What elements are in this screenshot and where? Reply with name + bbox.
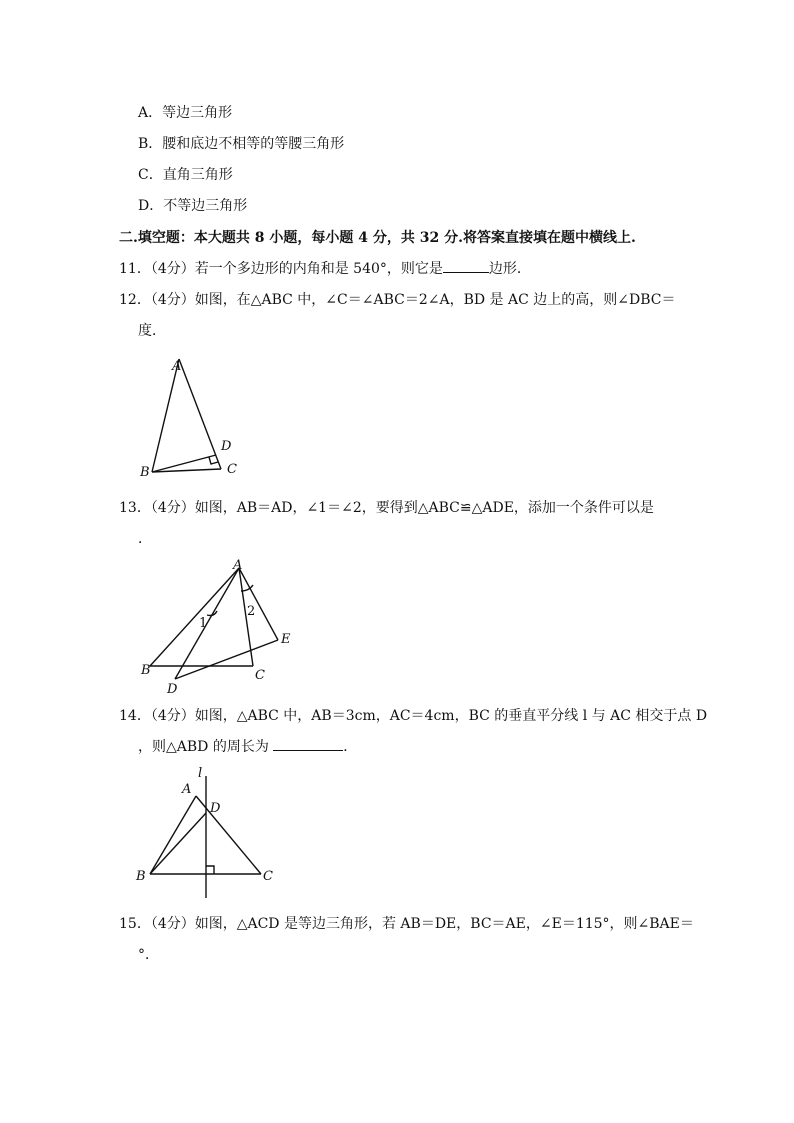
answer-blank-14 — [273, 738, 343, 751]
label-c: C — [227, 462, 237, 477]
question-11 — [119, 260, 531, 278]
question-11-text: 11．（4分）若一个多边形的内角和是 540°，则它是 — [119, 261, 443, 277]
label-d: D — [210, 801, 221, 816]
figure-q14 — [130, 762, 285, 902]
segment-ab — [150, 796, 196, 874]
label-c: C — [255, 668, 265, 683]
label-angle-2: 2 — [247, 604, 256, 619]
section-heading: 二.填空题：本大题共 8 小题，每小题 4 分，共 32 分.将答案直接填在题中横线上. — [119, 230, 636, 246]
question-14-line2 — [138, 738, 357, 756]
segment-ae — [239, 568, 278, 640]
label-b: B — [136, 869, 146, 884]
question-13-line2: ． — [138, 531, 152, 547]
question-13-line1: 13．（4分）如图，AB＝AD，∠1＝∠2，要得到△ABC≌△ADE，添加一个条件可以是 — [119, 500, 654, 516]
label-e: E — [281, 632, 291, 647]
question-14-suffix: ． — [343, 739, 358, 755]
label-l: l — [198, 766, 203, 781]
answer-blank-11 — [443, 260, 489, 273]
label-a: A — [182, 782, 192, 797]
question-12-line1: 12．（4分）如图，在△ABC 中，∠C＝∠ABC＝2∠A，BD 是 AC 边上的高，则∠DBC＝ — [119, 292, 676, 308]
question-15-line1: 15．（4分）如图，△ACD 是等边三角形，若 AB＝DE，BC＝AE，∠E＝115°，则∠BAE＝ — [119, 916, 694, 932]
question-12-line2: 度． — [138, 323, 166, 339]
right-angle-mark — [206, 866, 214, 874]
option-d: D．不等边三角形 — [138, 198, 248, 214]
question-14-line1: 14．（4分）如图，△ABC 中，AB＝3cm，AC＝4cm，BC 的垂直平分线 l 与 AC 相交于点 D — [119, 708, 708, 724]
label-angle-1: 1 — [199, 616, 208, 631]
question-15-line2: °． — [138, 947, 159, 963]
figure-q12 — [130, 350, 250, 480]
label-b: B — [141, 663, 151, 678]
segment-ac — [179, 359, 221, 469]
segment-ab — [150, 568, 239, 666]
label-b: B — [140, 465, 150, 480]
label-a: A — [233, 558, 243, 573]
figure-q13 — [135, 555, 305, 700]
option-c: C．直角三角形 — [138, 167, 233, 183]
option-a: A．等边三角形 — [138, 105, 233, 121]
angle-1-arc — [207, 611, 217, 616]
label-d: D — [167, 682, 178, 697]
question-11-suffix: 边形． — [488, 261, 531, 277]
label-d: D — [221, 439, 232, 454]
question-14-text: ，则△ABD 的周长为 — [138, 739, 269, 755]
segment-bd — [150, 813, 206, 874]
label-c: C — [263, 869, 273, 884]
segment-ab — [152, 359, 182, 472]
option-b: B．腰和底边不相等的等腰三角形 — [138, 136, 345, 152]
label-a: A — [172, 359, 182, 374]
